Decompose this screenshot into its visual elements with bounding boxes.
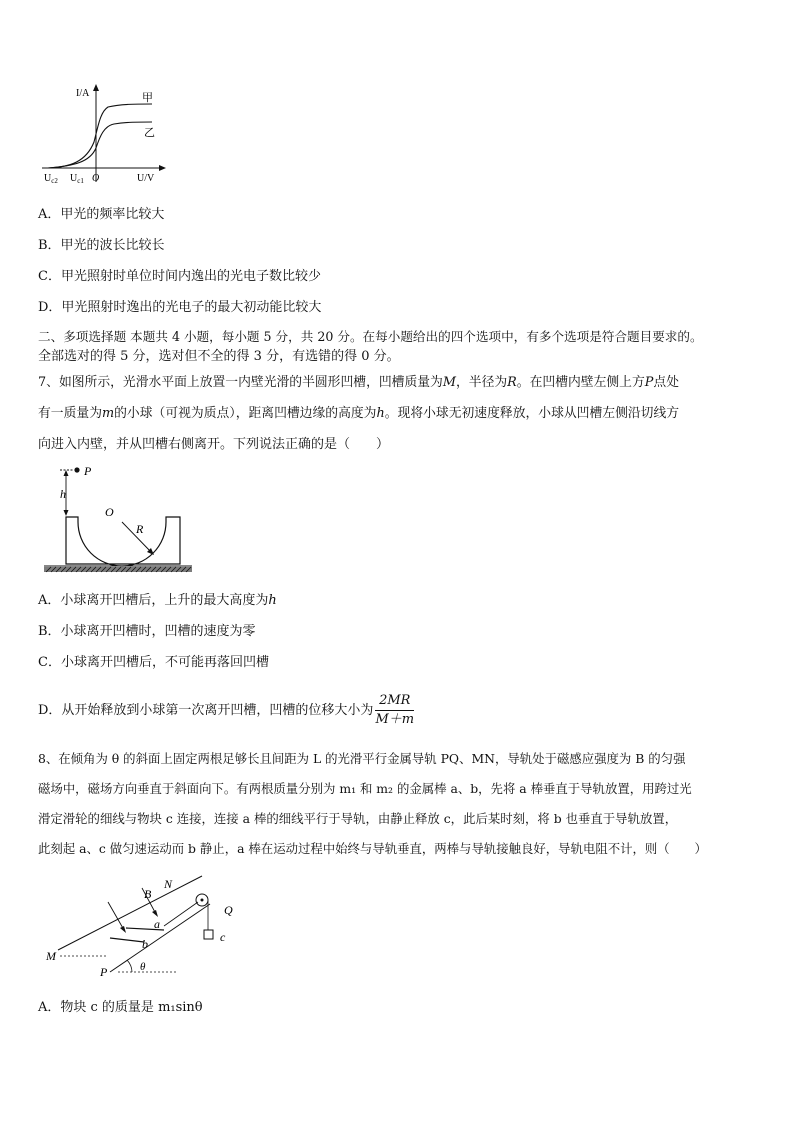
q6-option-a: A．甲光的频率比较大 [38,207,165,222]
origin-label: O [92,173,100,184]
groove-figure [40,462,200,580]
label-h: h [60,487,66,501]
b-arrow-head-1 [120,926,126,933]
label-n: N [164,877,173,891]
pulley-axle [201,899,204,902]
groove-body [66,517,180,566]
q8-option-a: A．物块 c 的质量是 m₁sinθ [38,1000,203,1015]
label-o: O [105,505,114,519]
curve-yi-label: 乙 [144,127,155,139]
label-p: P [84,464,92,478]
curve-jia [48,104,152,168]
ground-fill [44,567,192,572]
label-b-field: B [144,887,152,901]
q6-option-c: C．甲光照射时单位时间内逸出的光电子数比较少 [38,269,321,284]
label-p: P [100,965,108,979]
q7-option-d: D．从开始释放到小球第一次离开凹槽，凹槽的位移大小为 $\frac{2MR}{M+m}$ [38,693,415,727]
rail-pq [110,904,210,972]
q8-stem [38,744,760,864]
fraction-2mr-over-mm: $\frac{2MR}{M+m}$ [375,693,415,727]
label-a: a [154,917,160,931]
b-field-arrow-1 [108,902,124,930]
iv-curve-figure [40,82,180,188]
q7-stem-line3: 向进入内壁，并从凹槽右侧离开。下列说法正确的是（ ） [38,437,390,452]
q8-stem-line4: 此刻起 a、c 做匀速运动而 b 静止，a 棒在运动过程中始终与导轨垂直，两棒与导轨接触良好，导轨电阻不计，则（ ） [38,841,707,856]
string [164,902,198,926]
y-axis-arrow [93,84,99,91]
uc2-label: $U_{c2}$ [44,173,58,185]
uc1-label: $U_{c1}$ [70,173,84,185]
y-axis-label: I/A [76,88,90,99]
label-q: Q [224,903,233,917]
curve-jia-label: 甲 [142,92,153,104]
curve-yi [48,122,152,168]
q6-option-b: B．甲光的波长比较长 [38,238,165,253]
x-axis-arrow [159,165,166,171]
rail-mn [58,876,202,950]
q7-option-b: B．小球离开凹槽时，凹槽的速度为零 [38,624,256,639]
q8-stem-line1: 8、在倾角为 θ 的斜面上固定两根足够长且间距为 L 的光滑平行金属导轨 PQ、MN，导轨处于磁感应强度为 B 的匀强 [38,751,686,766]
label-theta: θ [140,961,146,973]
q7-stem-line1: 7、如图所示，光滑水平面上放置一内壁光滑的半圆形凹槽，凹槽质量为M，半径为R。在凹槽内壁左侧上方P点处 [38,375,679,390]
label-c: c [220,930,226,944]
label-b: b [142,937,148,951]
q7-option-a: A．小球离开凹槽后，上升的最大高度为h [38,593,277,608]
height-arrow-head-down [64,510,69,516]
section2-line1: 二、多项选择题 本题共 4 小题，每小题 5 分，共 20 分。在每小题给出的四个选项中，有多个选项是符合题目要求的。 [38,329,703,344]
q7-stem-line2: 有一质量为m的小球（可视为质点），距离凹槽边缘的高度为h。现将小球无初速度释放，小球从凹槽左侧沿切线方 [38,406,680,421]
section2-line2: 全部选对的得 5 分，选对但不全的得 3 分，有选错的得 0 分。 [38,349,400,364]
x-axis-label: U/V [137,173,155,184]
b-arrow-head-2 [152,910,158,917]
height-arrow-head-up [64,470,69,476]
bar-b [110,938,144,942]
q8-stem-line3: 滑定滑轮的细线与物块 c 连接，连接 a 棒的细线平行于导轨，由静止释放 c，此后某时刻，将 b 也垂直于导轨放置， [38,811,678,826]
q7-option-c: C．小球离开凹槽后，不可能再落回凹槽 [38,655,269,670]
rail-figure [40,868,250,980]
label-m: M [46,949,56,963]
q6-option-d: D．甲光照射时逸出的光电子的最大初动能比较大 [38,300,322,315]
q8-stem-line2: 磁场中，磁场方向垂直于斜面向下。有两根质量分别为 m₁ 和 m₂ 的金属棒 a、b，先将 a 棒垂直于导轨放置，用跨过光 [38,781,692,796]
ball-p [74,467,79,472]
label-r: R [136,522,144,536]
theta-arc [127,960,132,972]
block-c [204,930,213,939]
